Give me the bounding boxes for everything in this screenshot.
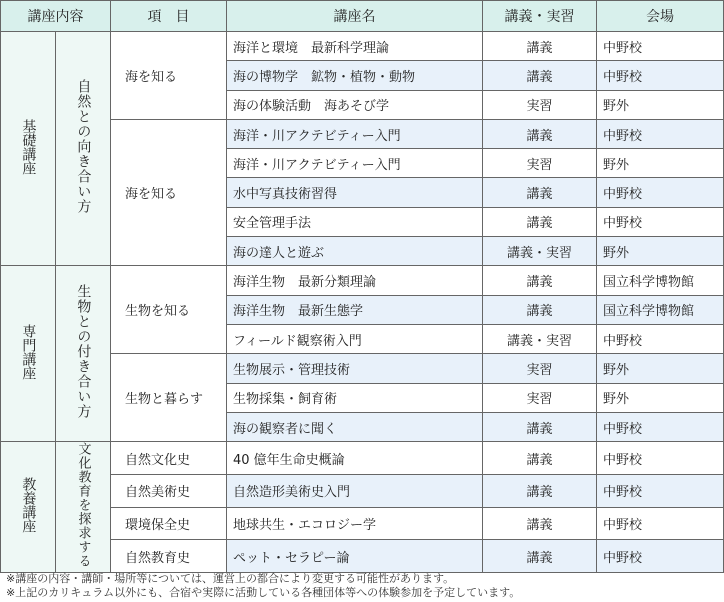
course-type: 講義・実習: [483, 324, 597, 353]
course-name: 生物採集・飼育術: [227, 383, 483, 412]
footnotes: [6, 572, 520, 600]
course-venue: 中野校: [597, 207, 724, 236]
category-label: 教養講座: [20, 477, 37, 534]
course-venue: 中野校: [597, 442, 724, 475]
course-type: 講義: [483, 61, 597, 90]
course-name: 海洋生物 最新生態学: [227, 295, 483, 324]
category-label: 基礎講座: [20, 118, 37, 175]
course-type: 講義: [483, 207, 597, 236]
course-name: 海洋生物 最新分類理論: [227, 266, 483, 295]
item-label: 生物を知る: [111, 266, 227, 354]
course-venue: 中野校: [597, 540, 724, 573]
course-type: 講義: [483, 540, 597, 573]
course-type: 講義: [483, 32, 597, 61]
course-type: 講義: [483, 412, 597, 441]
category-cell: [1, 266, 56, 442]
course-venue: 中野校: [597, 119, 724, 148]
course-type: 実習: [483, 90, 597, 119]
course-type: 講義: [483, 178, 597, 207]
course-type: 実習: [483, 354, 597, 383]
course-type: 講義: [483, 119, 597, 148]
course-name: 生物展示・管理技術: [227, 354, 483, 383]
course-name: 40 億年生命史概論: [227, 442, 483, 475]
item-label: 自然美術史: [111, 474, 227, 507]
course-venue: 中野校: [597, 324, 724, 353]
course-type: 講義・実習: [483, 237, 597, 266]
course-venue: 中野校: [597, 61, 724, 90]
course-name: 海洋と環境 最新科学理論: [227, 32, 483, 61]
subcategory-label: 文化教育を探求する: [75, 442, 91, 569]
course-name: 安全管理手法: [227, 207, 483, 236]
header-content: 講座内容: [1, 1, 111, 32]
footnote: ※上記のカリキュラム以外にも、合宿や実際に活動している各種団体等への体験参加を予定しています。: [6, 586, 521, 599]
item-label: 環境保全史: [111, 507, 227, 540]
course-name: 海の観察者に聞く: [227, 412, 483, 441]
course-venue: 国立科学博物館: [597, 295, 724, 324]
course-type: 講義: [483, 266, 597, 295]
subcategory-cell: [56, 442, 111, 573]
course-name: 海洋・川アクテビティー入門: [227, 149, 483, 178]
course-venue: 野外: [597, 383, 724, 412]
course-venue: 中野校: [597, 178, 724, 207]
course-venue: 中野校: [597, 412, 724, 441]
course-type: 講義: [483, 295, 597, 324]
subcategory-label: 自然との向き合い方: [75, 79, 92, 215]
course-name: 水中写真技術習得: [227, 178, 483, 207]
table-row: [1, 32, 724, 61]
course-venue: 野外: [597, 237, 724, 266]
header-course: 講座名: [227, 1, 483, 32]
course-name: 海の博物学 鉱物・植物・動物: [227, 61, 483, 90]
header-item: 項 目: [111, 1, 227, 32]
course-venue: 野外: [597, 90, 724, 119]
item-label: 海を知る: [111, 119, 227, 265]
course-type: 講義: [483, 474, 597, 507]
course-name: フィールド観察術入門: [227, 324, 483, 353]
course-venue: 中野校: [597, 474, 724, 507]
course-venue: 中野校: [597, 32, 724, 61]
course-type: 講義: [483, 507, 597, 540]
course-name: 海洋・川アクテビティー入門: [227, 119, 483, 148]
item-label: 海を知る: [111, 32, 227, 120]
course-name: 海の体験活動 海あそび学: [227, 90, 483, 119]
header-venue: 会場: [597, 1, 724, 32]
header-row: [1, 1, 724, 32]
course-name: ペット・セラピー論: [227, 540, 483, 573]
course-name: 海の達人と遊ぶ: [227, 237, 483, 266]
table-row: [1, 442, 724, 475]
header-type: 講義・実習: [483, 1, 597, 32]
item-label: 自然教育史: [111, 540, 227, 573]
course-name: 自然造形美術史入門: [227, 474, 483, 507]
subcategory-label: 生物との付き合い方: [75, 284, 92, 420]
category-label: 専門講座: [20, 323, 37, 380]
course-venue: 中野校: [597, 507, 724, 540]
footnote: ※講座の内容・講師・場所等については、運営上の都合により変更する可能性があります。: [6, 572, 455, 585]
category-cell: [1, 442, 56, 573]
course-type: 講義: [483, 442, 597, 475]
course-name: 地球共生・エコロジー学: [227, 507, 483, 540]
category-cell: [1, 32, 56, 266]
course-venue: 野外: [597, 354, 724, 383]
subcategory-cell: [56, 266, 111, 442]
subcategory-cell: [56, 32, 111, 266]
table-row: [1, 266, 724, 295]
item-label: 自然文化史: [111, 442, 227, 475]
course-venue: 野外: [597, 149, 724, 178]
item-label: 生物と暮らす: [111, 354, 227, 442]
course-type: 実習: [483, 149, 597, 178]
course-type: 実習: [483, 383, 597, 412]
course-venue: 国立科学博物館: [597, 266, 724, 295]
